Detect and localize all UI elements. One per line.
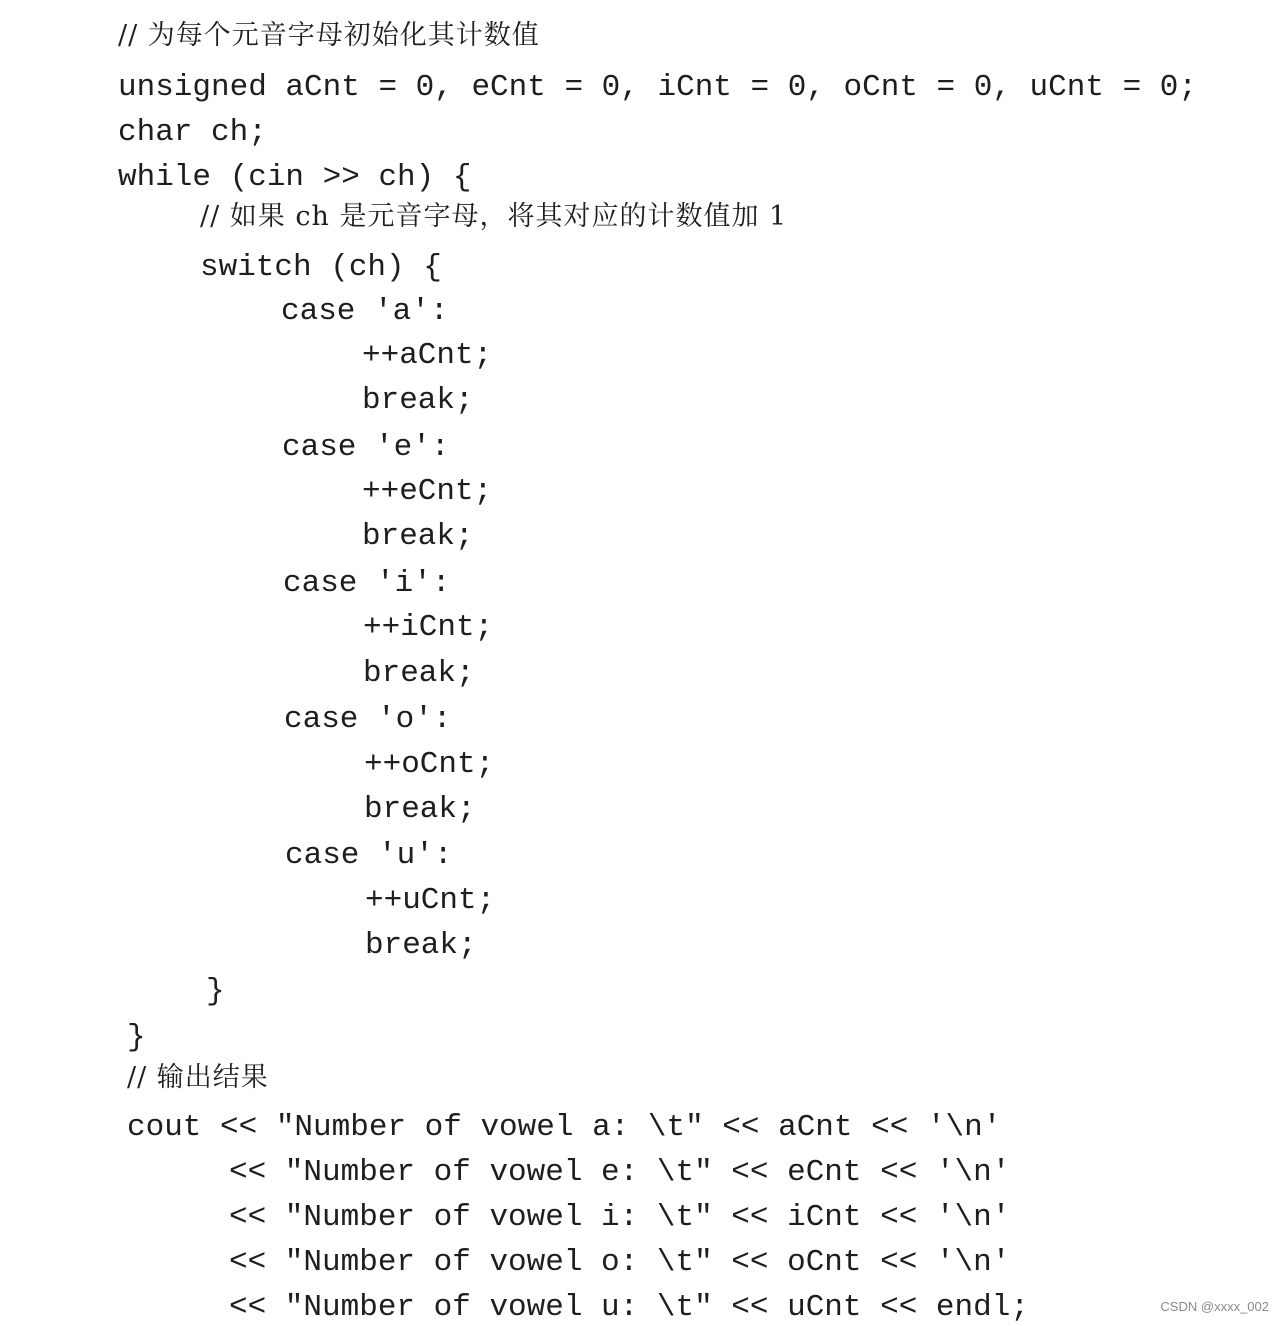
- code-line: case 'i':: [283, 566, 451, 601]
- code-line: switch (ch) {: [200, 250, 442, 285]
- code-line: break;: [362, 383, 474, 418]
- code-line: }: [127, 1020, 146, 1055]
- code-comment-line: // 为每个元音字母初始化其计数值: [118, 20, 540, 51]
- code-line: ++aCnt;: [362, 338, 493, 373]
- code-line: cout << "Number of vowel a: \t" << aCnt << '\n': [127, 1110, 1002, 1145]
- code-line: << "Number of vowel u: \t" << uCnt << endl;: [229, 1290, 1029, 1325]
- code-line: ++iCnt;: [363, 610, 494, 645]
- code-line: break;: [362, 519, 474, 554]
- code-line: ++eCnt;: [362, 474, 493, 509]
- code-line: ++oCnt;: [364, 747, 495, 782]
- code-line: while (cin >> ch) {: [118, 160, 472, 195]
- code-line: break;: [365, 928, 477, 963]
- code-line: unsigned aCnt = 0, eCnt = 0, iCnt = 0, oCnt = 0, uCnt = 0;: [118, 70, 1197, 105]
- code-line: case 'a':: [281, 294, 449, 329]
- code-line: << "Number of vowel o: \t" << oCnt << '\n': [229, 1245, 1011, 1280]
- code-line: case 'o':: [284, 702, 452, 737]
- code-line: case 'u':: [285, 838, 453, 873]
- code-line: }: [206, 974, 225, 1009]
- code-line: case 'e':: [282, 430, 450, 465]
- code-line: << "Number of vowel e: \t" << eCnt << '\n': [229, 1155, 1011, 1190]
- code-comment-line: // 如果 ch 是元音字母，将其对应的计数值加 1: [200, 201, 788, 232]
- csdn-watermark: CSDN @xxxx_002: [1160, 1299, 1269, 1314]
- code-line: ++uCnt;: [365, 883, 496, 918]
- code-line: << "Number of vowel i: \t" << iCnt << '\n': [229, 1200, 1011, 1235]
- code-comment-line: // 输出结果: [127, 1062, 269, 1093]
- code-line: break;: [363, 656, 475, 691]
- code-line: break;: [364, 792, 476, 827]
- code-line: char ch;: [118, 115, 267, 150]
